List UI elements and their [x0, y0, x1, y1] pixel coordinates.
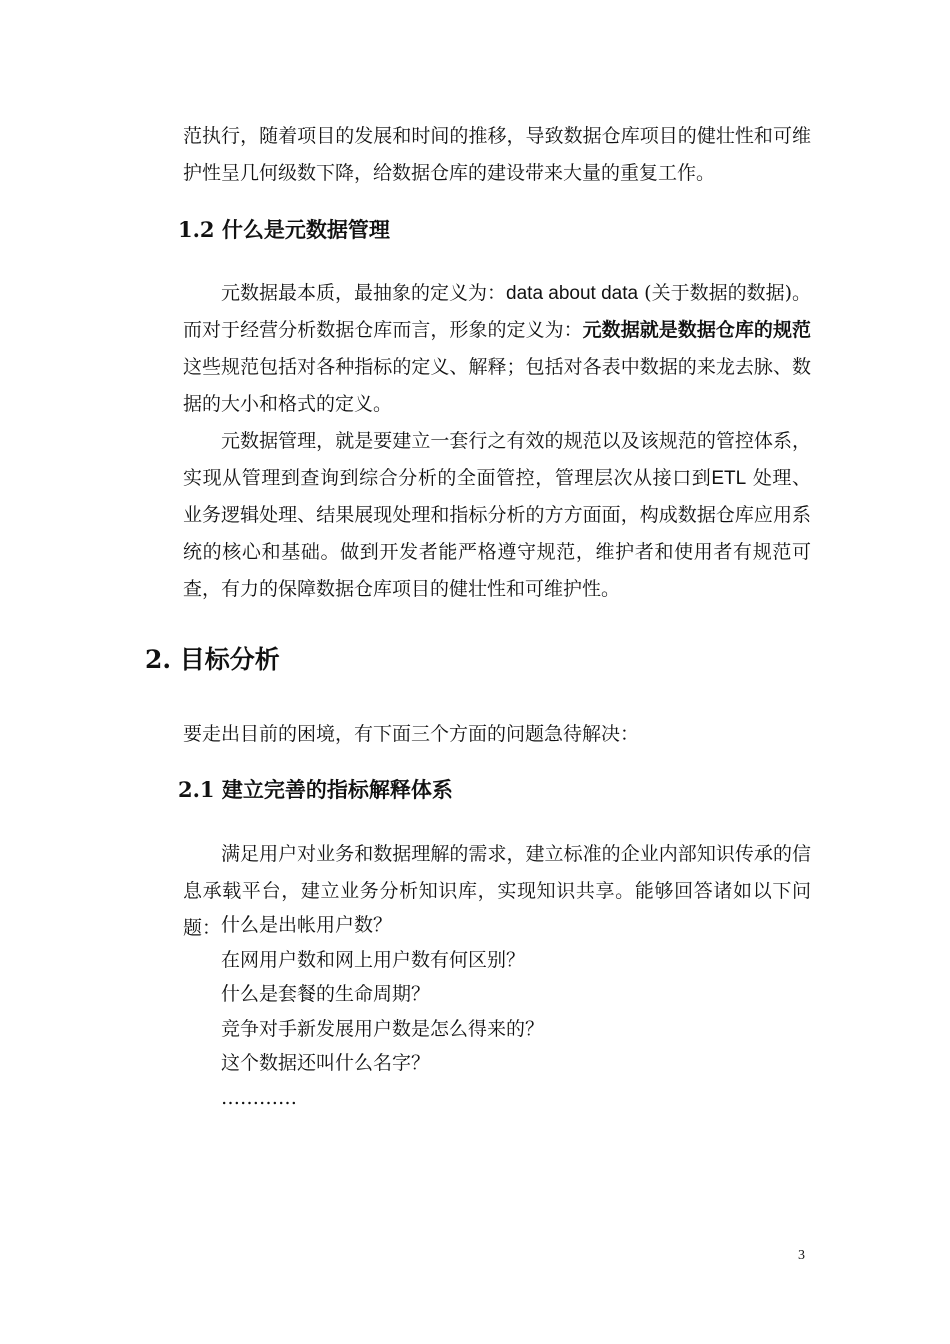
question-item: 什么是出帐用户数？: [221, 914, 393, 936]
section-1-2-paragraph-2: [183, 423, 811, 608]
question-item: 在网用户数和网上用户数有何区别？: [221, 948, 526, 971]
question-item: 什么是套餐的生命周期？: [221, 983, 431, 1005]
ellipsis-item: …………: [221, 1086, 297, 1109]
text-run-latin: ETL: [711, 468, 747, 489]
section-2-1-paragraph: 满足用户对业务和数据理解的需求，建立标准的企业内部知识传承的信息承载平台，建立业务分析知识库，实现知识共享。能够回答诸如以下问题：: [183, 843, 811, 939]
emphasis-text: 元数据就是数据仓库的规范: [582, 319, 811, 341]
text-run: 这些规范包括对各种指标的定义、解释；包括对各表中数据的来龙去脉、数据的大小和格式的定义。: [183, 356, 811, 415]
question-item: 这个数据还叫什么名字？: [221, 1052, 431, 1074]
text-run-latin: data about data: [506, 283, 639, 304]
section-1-2-paragraph-1: [183, 275, 811, 423]
continuation-paragraph: 范执行，随着项目的发展和时间的推移，导致数据仓库项目的健壮性和可维护性呈几何级数下降，给数据仓库的建设带来大量的重复工作。: [183, 125, 811, 184]
question-list: [221, 908, 544, 1115]
page-number: 3: [798, 1248, 805, 1263]
section-2-1-heading: 2.1 建立完善的指标解释体系: [178, 777, 453, 802]
section-2-intro: 要走出目前的困境，有下面三个方面的问题急待解决：: [183, 723, 640, 745]
section-2-heading: 2. 目标分析: [145, 645, 280, 674]
text-run: 元数据最本质，最抽象的定义为：: [221, 282, 507, 304]
text-run: (关于数据的数据)。而对于经营分析数据仓库而言，形象的定义为：: [183, 282, 811, 341]
question-item: 竞争对手新发展用户数是怎么得来的？: [221, 1017, 545, 1040]
text-run: 处理、业务逻辑处理、结果展现处理和指标分析的方方面面，构成数据仓库应用系统的核心和基础。做到开发者能严格遵守规范，维护者和使用者有规范可查，有力的保障数据仓库项目的健壮性和可维护性。: [183, 467, 811, 600]
section-1-2-heading: 1.2 什么是元数据管理: [178, 217, 390, 242]
text-run: 元数据管理，就是要建立一套行之有效的规范以及该规范的管控体系，实现从管理到查询到综合分析的全面管控，管理层次从接口到: [183, 430, 811, 489]
